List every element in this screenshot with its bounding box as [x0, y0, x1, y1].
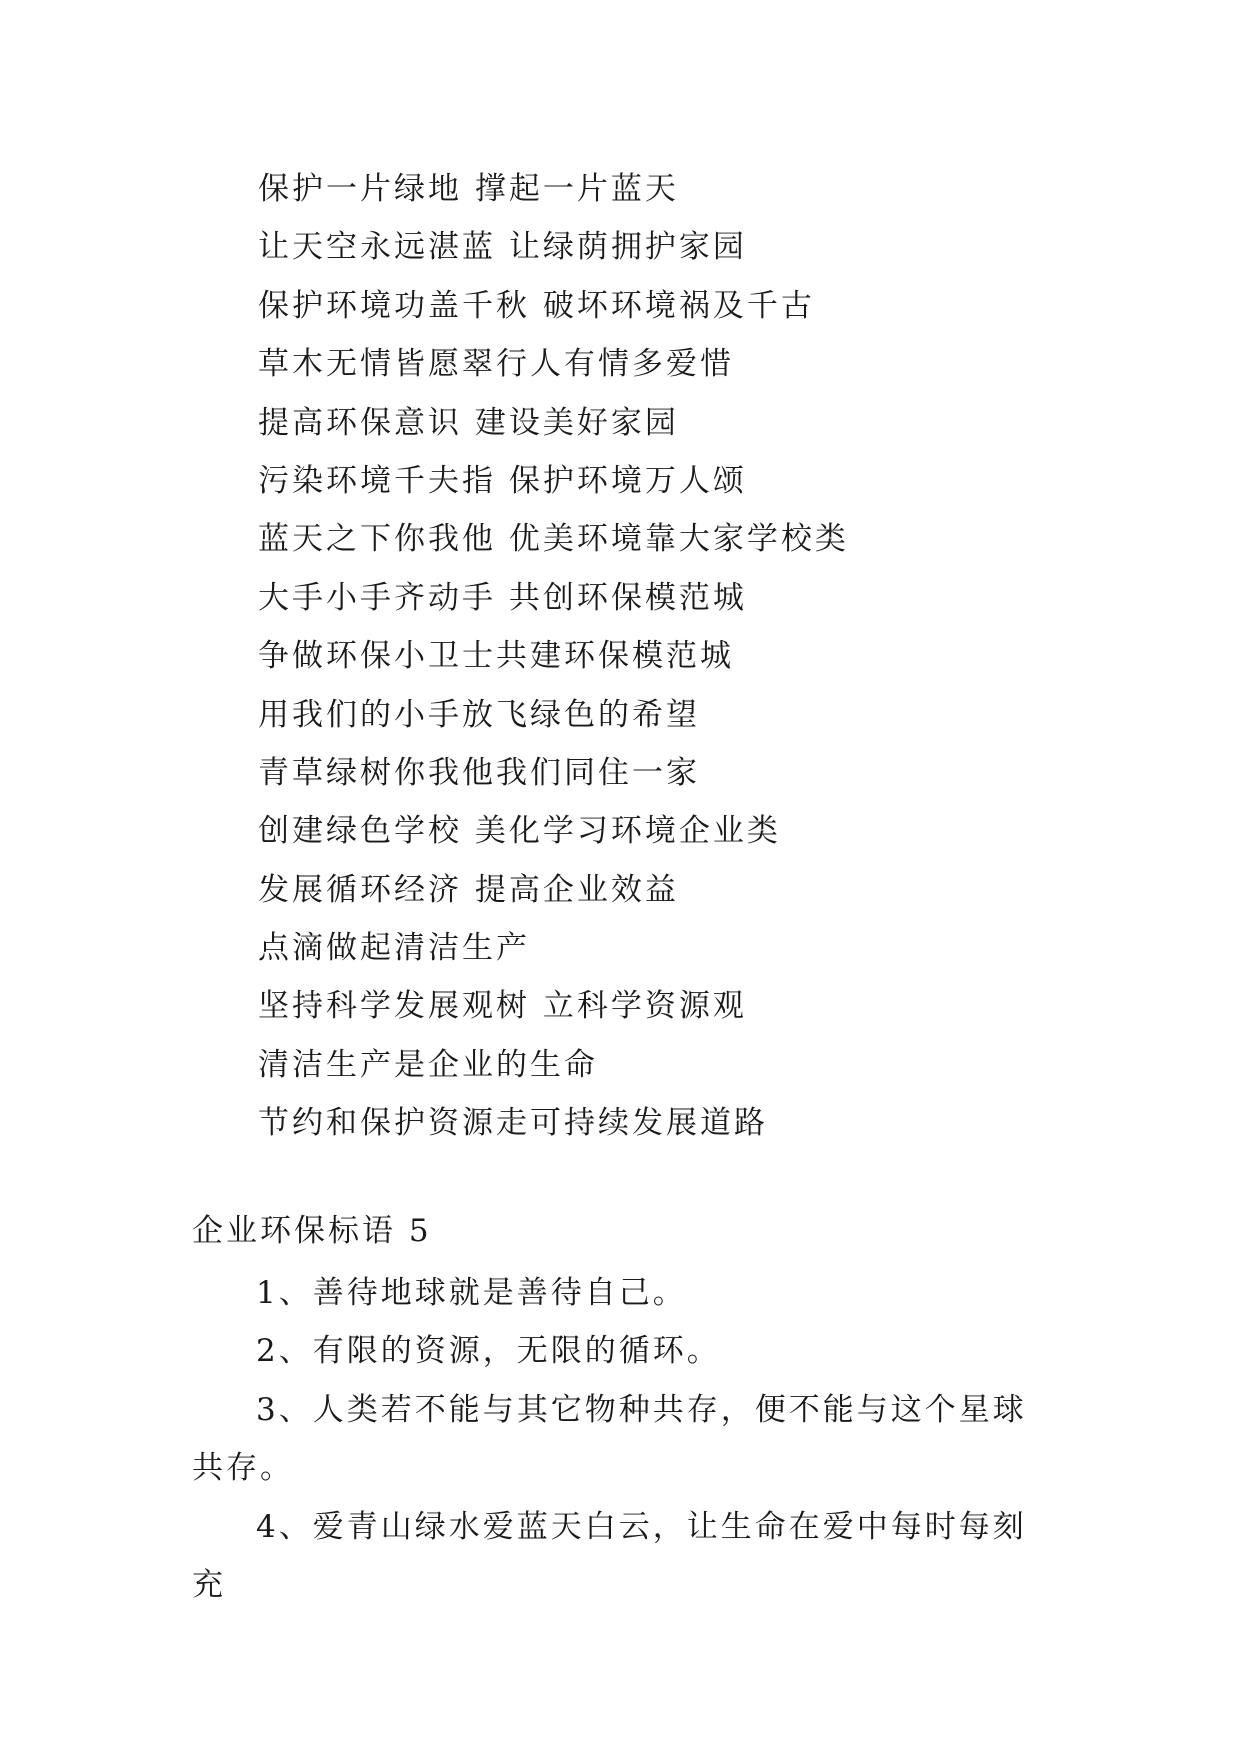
numbered-slogan-list	[192, 1264, 1054, 1614]
slogan-line: 保护一片绿地 撑起一片蓝天	[258, 171, 679, 207]
numbered-slogan: 3、人类若不能与其它物种共存，便不能与这个星球共存。	[192, 1391, 1027, 1487]
slogan-line: 节约和保护资源走可持续发展道路	[258, 1105, 768, 1142]
slogan-line: 大手小手齐动手 共创环保模范城	[258, 579, 747, 616]
slogan-list	[258, 160, 849, 1153]
slogan-line: 保护环境功盖千秋 破坏环境祸及千古	[258, 287, 815, 324]
slogan-line: 用我们的小手放飞绿色的希望	[258, 696, 700, 733]
slogan-line: 点滴做起清洁生产	[258, 930, 530, 967]
slogan-line: 让天空永远湛蓝 让绿荫拥护家园	[258, 229, 747, 266]
slogan-line: 发展循环经济 提高企业效益	[258, 871, 679, 908]
slogan-line: 草木无情皆愿翠行人有情多爱惜	[258, 346, 734, 383]
slogan-line: 争做环保小卫士共建环保模范城	[258, 638, 734, 675]
slogan-line: 蓝天之下你我他 优美环境靠大家学校类	[258, 521, 849, 558]
numbered-slogan: 1、善待地球就是善待自己。	[256, 1275, 687, 1311]
slogan-line: 创建绿色学校 美化学习环境企业类	[258, 813, 781, 850]
section-heading: 企业环保标语 5	[192, 1213, 432, 1249]
numbered-slogan: 2、有限的资源，无限的循环。	[256, 1333, 721, 1370]
slogan-line: 清洁生产是企业的生命	[258, 1046, 598, 1083]
slogan-line: 污染环境千夫指 保护环境万人颂	[258, 462, 747, 499]
slogan-line: 青草绿树你我他我们同住一家	[258, 754, 700, 791]
slogan-line: 坚持科学发展观树 立科学资源观	[258, 988, 747, 1025]
slogan-line: 提高环保意识 建设美好家园	[258, 404, 679, 441]
numbered-slogan: 4、爱青山绿水爱蓝天白云，让生命在爱中每时每刻充	[192, 1508, 1027, 1604]
